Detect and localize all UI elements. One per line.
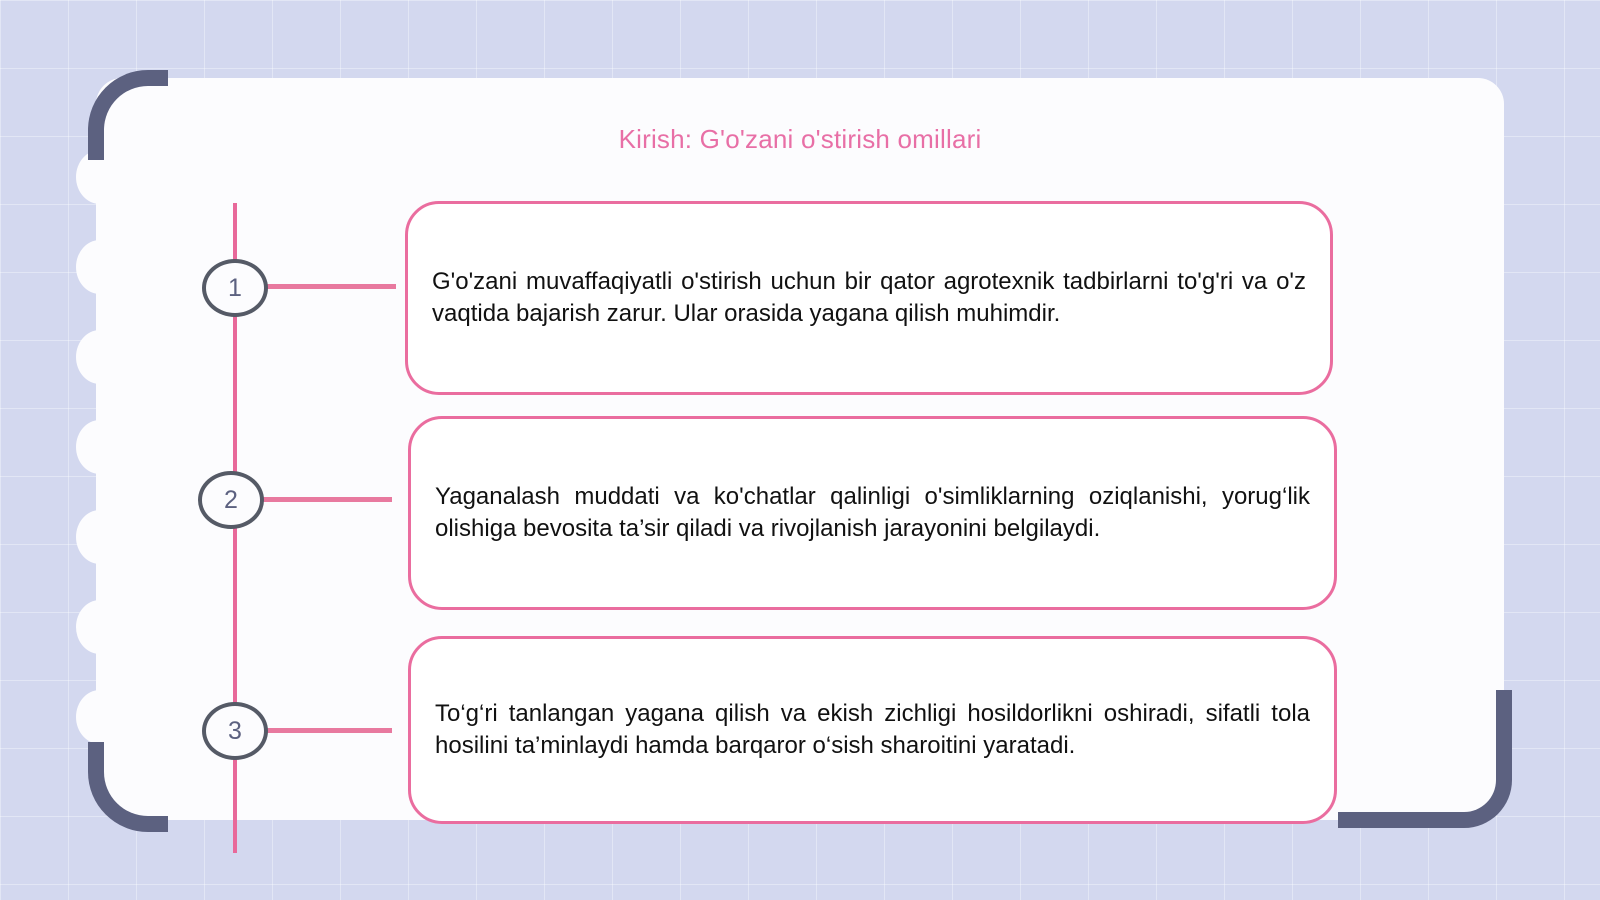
notebook-scallop bbox=[76, 600, 124, 654]
step-number-3: 3 bbox=[202, 702, 268, 760]
notebook-scallop bbox=[76, 690, 124, 744]
corner-bracket-bottom-left bbox=[88, 742, 168, 832]
step-connector-1 bbox=[264, 284, 396, 289]
notebook-scallop bbox=[76, 420, 124, 474]
step-connector-2 bbox=[260, 497, 392, 502]
step-box-1 bbox=[405, 201, 1333, 395]
step-box-2 bbox=[408, 416, 1337, 610]
notebook-scallop bbox=[76, 510, 124, 564]
step-box-3 bbox=[408, 636, 1337, 824]
slide-title: Kirish: G'o'zani o'stirish omillari bbox=[618, 124, 982, 154]
step-number-2: 2 bbox=[198, 471, 264, 529]
notebook-scallop bbox=[76, 240, 124, 294]
step-text-1: G'o'zani muvaffaqiyatli o'stirish uchun bir qator agrotexnik tadbirlarni to'g'ri va o'z vaqtida bajarish zarur. Ular orasida yagana qilish muhimdir. bbox=[432, 268, 1306, 327]
corner-bracket-bottom-right bbox=[1338, 690, 1512, 828]
notebook-scallop bbox=[76, 330, 124, 384]
step-number-1: 1 bbox=[202, 259, 268, 317]
step-connector-3 bbox=[264, 728, 392, 733]
step-text-3: To‘g‘ri tanlangan yagana qilish va ekish zichligi hosildorlikni oshiradi, sifatli tola hosilini ta’minlaydi hamda barqaror o‘sish sharoitini yaratadi. bbox=[435, 700, 1310, 759]
step-text-2: Yaganalash muddati va ko'chatlar qalinligi o'simliklarning oziqlanishi, yorug‘lik olishiga bevosita ta’sir qiladi va rivojlanish jarayonini belgilaydi. bbox=[435, 483, 1310, 542]
